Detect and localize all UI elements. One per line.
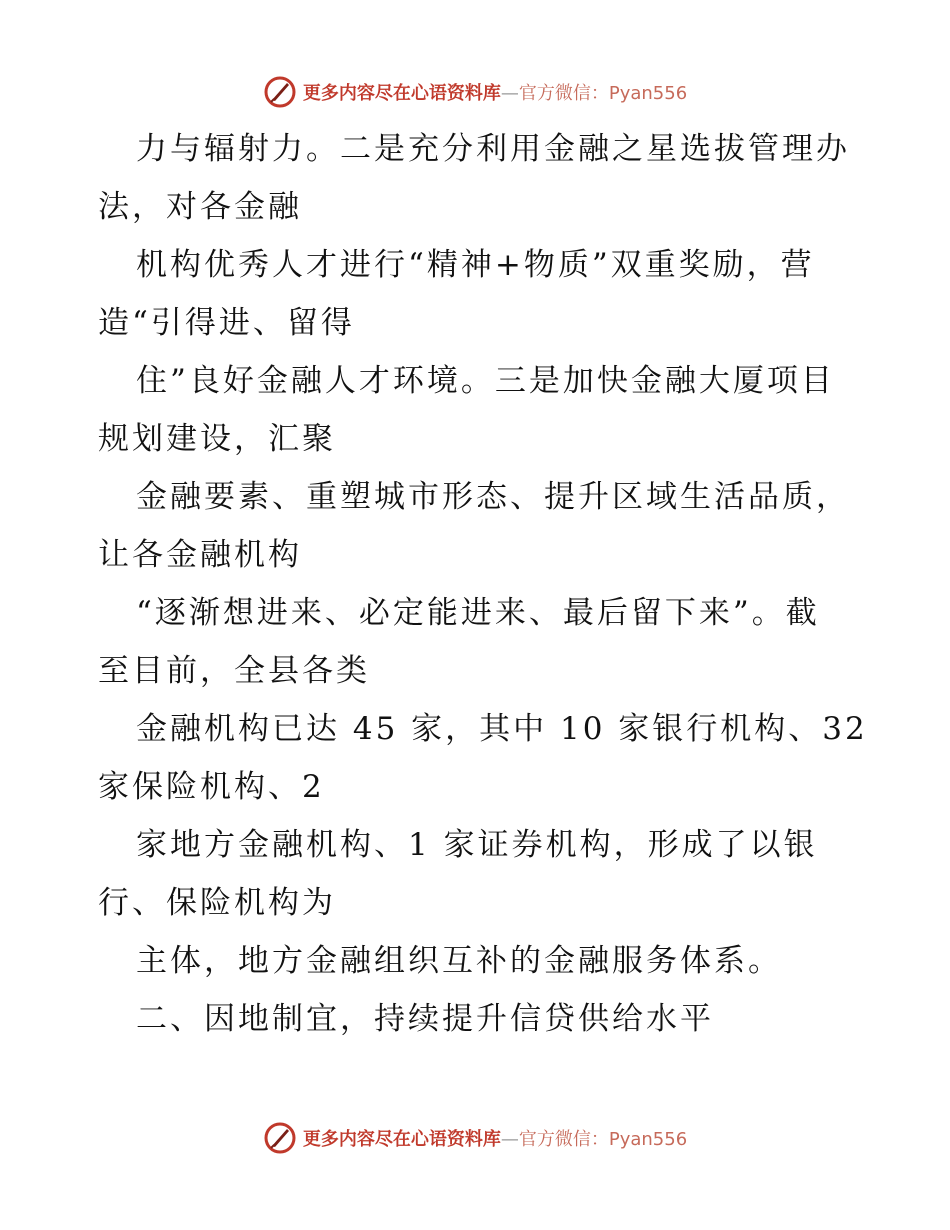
text-line: 住”良好金融人才环境。三是加快金融大厦项目 <box>136 363 835 399</box>
text-line: 力与辐射力。二是充分利用金融之星选拔管理办 <box>136 131 850 167</box>
text-line: “逐渐想进来、必定能进来、最后留下来”。截 <box>136 595 820 631</box>
header-watermark-banner <box>0 72 950 112</box>
text-line: 机构优秀人才进行“精神+物质”双重奖励，营 <box>136 247 815 283</box>
header-banner-wechat: 官方微信：Pyan556 <box>518 83 688 104</box>
text-line: 金融要素、重塑城市形态、提升区域生活品质， <box>136 479 850 515</box>
text-line: 金融机构已达 45 家，其中 10 家银行机构、32 <box>136 711 868 747</box>
text-line: 主体，地方金融组织互补的金融服务体系。 <box>136 943 782 979</box>
document-body <box>98 120 868 1048</box>
text-line: 造“引得进、留得 <box>98 305 355 341</box>
text-line: 家保险机构、2 <box>98 769 325 805</box>
text-line: 行、保险机构为 <box>98 885 336 921</box>
header-banner-dash: — <box>500 83 519 104</box>
footer-banner-text <box>303 1125 687 1151</box>
footer-watermark-banner <box>0 1118 950 1158</box>
text-line: 至目前，全县各类 <box>98 653 370 689</box>
quill-logo-icon <box>263 75 297 109</box>
footer-banner-dash: — <box>500 1129 519 1150</box>
header-banner-text <box>303 79 687 105</box>
text-line: 规划建设，汇聚 <box>98 421 336 457</box>
footer-banner-brand: 更多内容尽在心语资料库 <box>302 1129 501 1150</box>
footer-banner-wechat: 官方微信：Pyan556 <box>518 1129 688 1150</box>
text-line: 家地方金融机构、1 家证券机构，形成了以银 <box>136 827 818 863</box>
text-line: 法，对各金融 <box>98 189 302 225</box>
text-line: 让各金融机构 <box>98 537 302 573</box>
header-banner-brand: 更多内容尽在心语资料库 <box>302 83 501 104</box>
text-line: 二、因地制宜，持续提升信贷供给水平 <box>136 1001 714 1037</box>
quill-logo-icon <box>263 1121 297 1155</box>
